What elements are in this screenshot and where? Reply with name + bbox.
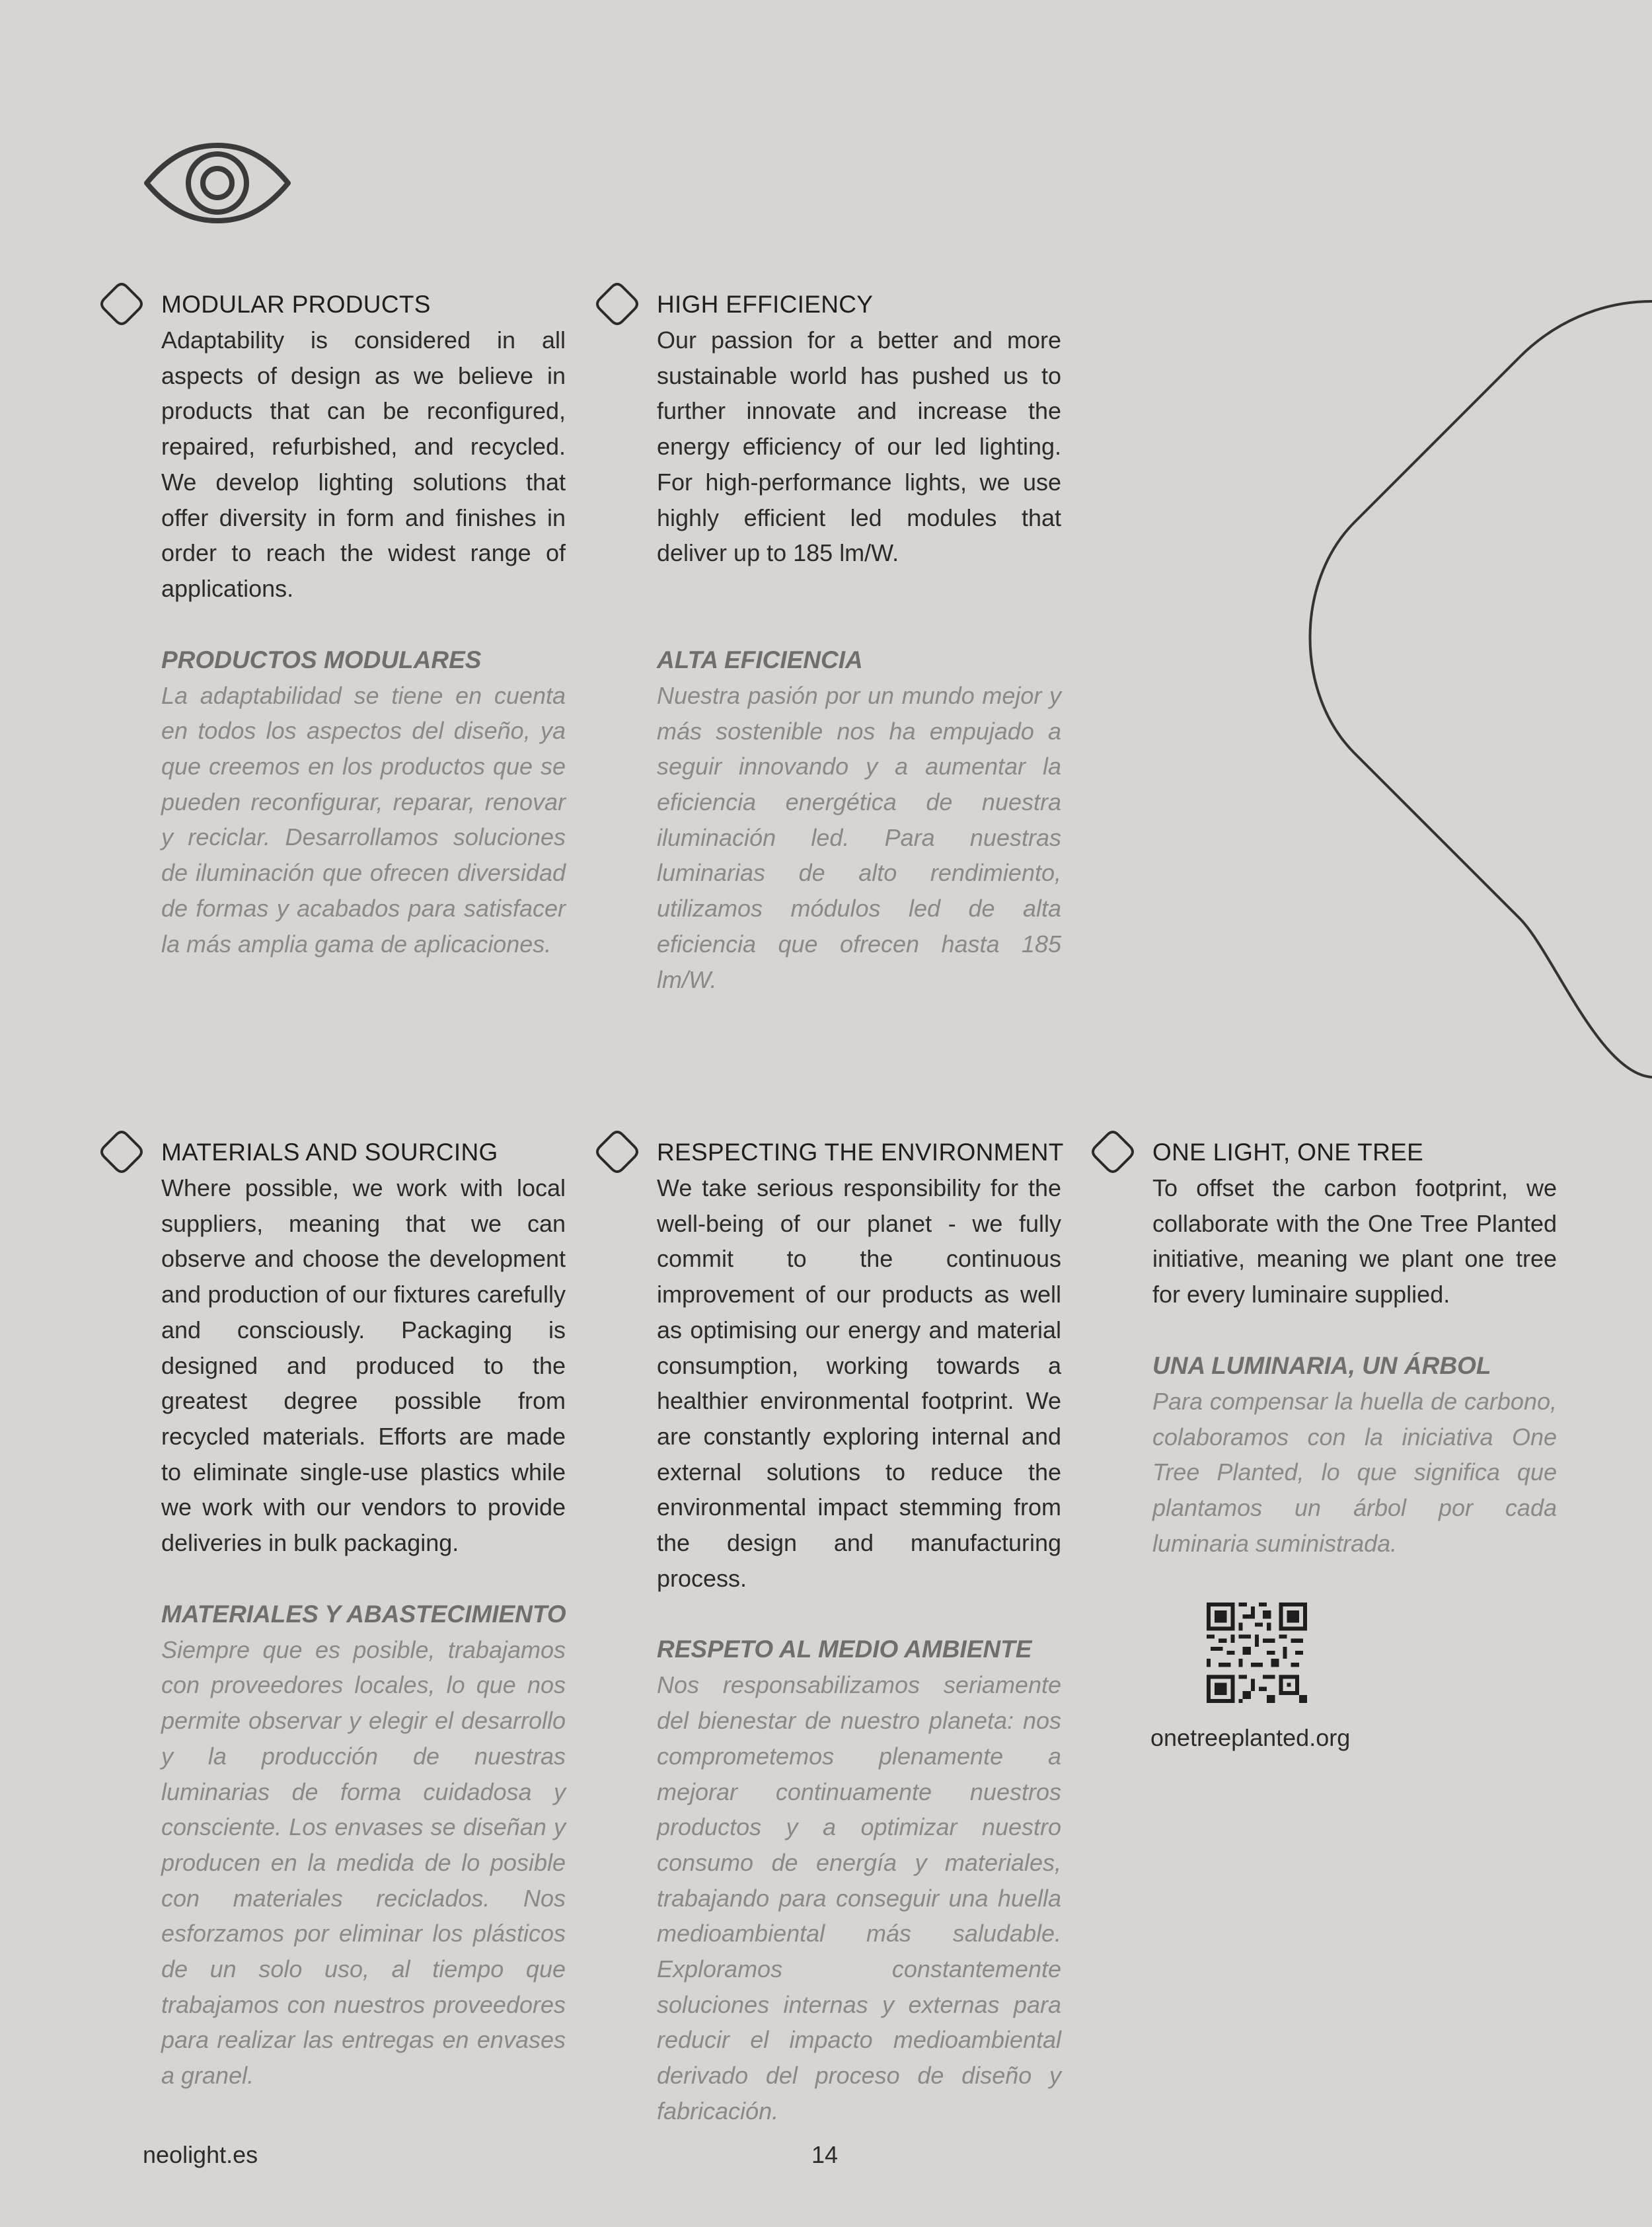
qr-url-link[interactable]: onetreeplanted.org (1150, 1724, 1351, 1751)
section-high-efficiency (657, 287, 1061, 997)
decorative-diamond-outline (1275, 291, 1652, 1084)
section-title-es: RESPETO AL MEDIO AMBIENTE (657, 1636, 1032, 1663)
section-body-es: Nos responsabilizamos seriamente del bienestar de nuestro planeta: nos comprometemos plenamente a mejorar continuamente nuestros productos y a optimizar nuestro consumo de energía y materiales, trabajando para conseguir una huella medioambiental más saludable. Exploramos constantemente soluciones internas y externas para reducir el impacto medioambiental derivado del proceso de diseño y fabricación. (657, 1671, 1061, 2125)
section-respecting-environment (657, 1135, 1064, 2129)
section-one-light-one-tree (1152, 1135, 1557, 1561)
section-title-es: PRODUCTOS MODULARES (161, 646, 482, 673)
page-number: 14 (811, 2141, 839, 2168)
qr-code-icon[interactable] (1207, 1603, 1307, 1703)
section-title: ONE LIGHT, ONE TREE (1152, 1139, 1424, 1166)
section-body: To offset the carbon footprint, we collaborate with the One Tree Planted initiative, meaning we plant one tree for every luminaire supplied. (1152, 1174, 1557, 1308)
section-title-es: MATERIALES Y ABASTECIMIENTO (161, 1600, 566, 1628)
section-title-es: ALTA EFICIENCIA (657, 646, 863, 673)
section-body-es: Para compensar la huella de carbono, colaboramos con la iniciativa One Tree Planted, lo que significa que plantamos un árbol por cada luminaria suministrada. (1152, 1387, 1557, 1557)
diamond-bullet-icon (98, 1128, 145, 1176)
section-body: Adaptability is considered in all aspects of design as we believe in products that can be reconfigured, repaired, refurbished, and recycled. We develop lighting solutions that offer diversity in form and finishes in order to reach the widest range of applications. (161, 326, 566, 602)
section-body-es: La adaptabilidad se tiene en cuenta en todos los aspectos del diseño, ya que creemos en los productos que se pueden reconfigurar, reparar, renovar y reciclar. Desarrollamos soluciones de iluminación que ofrecen diversidad de formas y acabados para satisfacer la más amplia gama de aplicaciones. (161, 681, 566, 958)
section-title: MODULAR PRODUCTS (161, 291, 431, 318)
section-title-es: UNA LUMINARIA, UN ÁRBOL (1152, 1351, 1491, 1379)
diamond-bullet-icon (593, 280, 641, 328)
diamond-bullet-icon (1089, 1128, 1137, 1176)
section-body-es: Siempre que es posible, trabajamos con proveedores locales, lo que nos permite observar y elegir el desarrollo y la producción de nuestras luminarias de forma cuidadosa y consciente. Los envases se diseñan y producen en la medida de lo posible con materiales reciclados. Nos esforzamos por eliminar los plásticos de un solo uso, al tiempo que trabajamos con nuestros proveedores para realizar las entregas en envases a granel. (161, 1636, 566, 2090)
diamond-bullet-icon (593, 1128, 641, 1176)
section-title: MATERIALS AND SOURCING (161, 1139, 498, 1166)
section-body: Our passion for a better and more sustainable world has pushed us to further innovate and increase the energy efficiency of our led lighting. For high-performance lights, we use highly efficient led modules that deliver up to 185 lm/W. (657, 326, 1061, 567)
section-body: Where possible, we work with local suppliers, meaning that we can observe and choose the development and production of our fixtures carefully and consciously. Packaging is designed and produced to the greatest degree possible from recycled materials. Efforts are made to eliminate single-use plastics while we work with our vendors to provide deliveries in bulk packaging. (161, 1174, 566, 1557)
section-body-es: Nuestra pasión por un mundo mejor y más sostenible nos ha empujado a seguir innovando y a aumentar la eficiencia energética de nuestra iluminación led. Para nuestras luminarias de alto rendimiento, utilizamos módulos led de alta eficiencia que ofrecen hasta 185 lm/W. (657, 681, 1061, 993)
section-title: RESPECTING THE ENVIRONMENT (657, 1139, 1064, 1166)
eye-icon (141, 140, 293, 226)
section-body: We take serious responsibility for the well-being of our planet - we fully commit to the continuous improvement of our products as well as optimising our energy and material consumption, working towards a healthier environmental footprint. We are constantly exploring internal and external solutions to reduce the environmental impact stemming from the design and manufacturing process. (657, 1174, 1061, 1592)
section-title: HIGH EFFICIENCY (657, 291, 874, 318)
section-modular-products (161, 287, 566, 962)
footer-website[interactable]: neolight.es (143, 2141, 258, 2168)
section-materials-sourcing (161, 1135, 566, 2094)
diamond-bullet-icon (98, 280, 145, 328)
